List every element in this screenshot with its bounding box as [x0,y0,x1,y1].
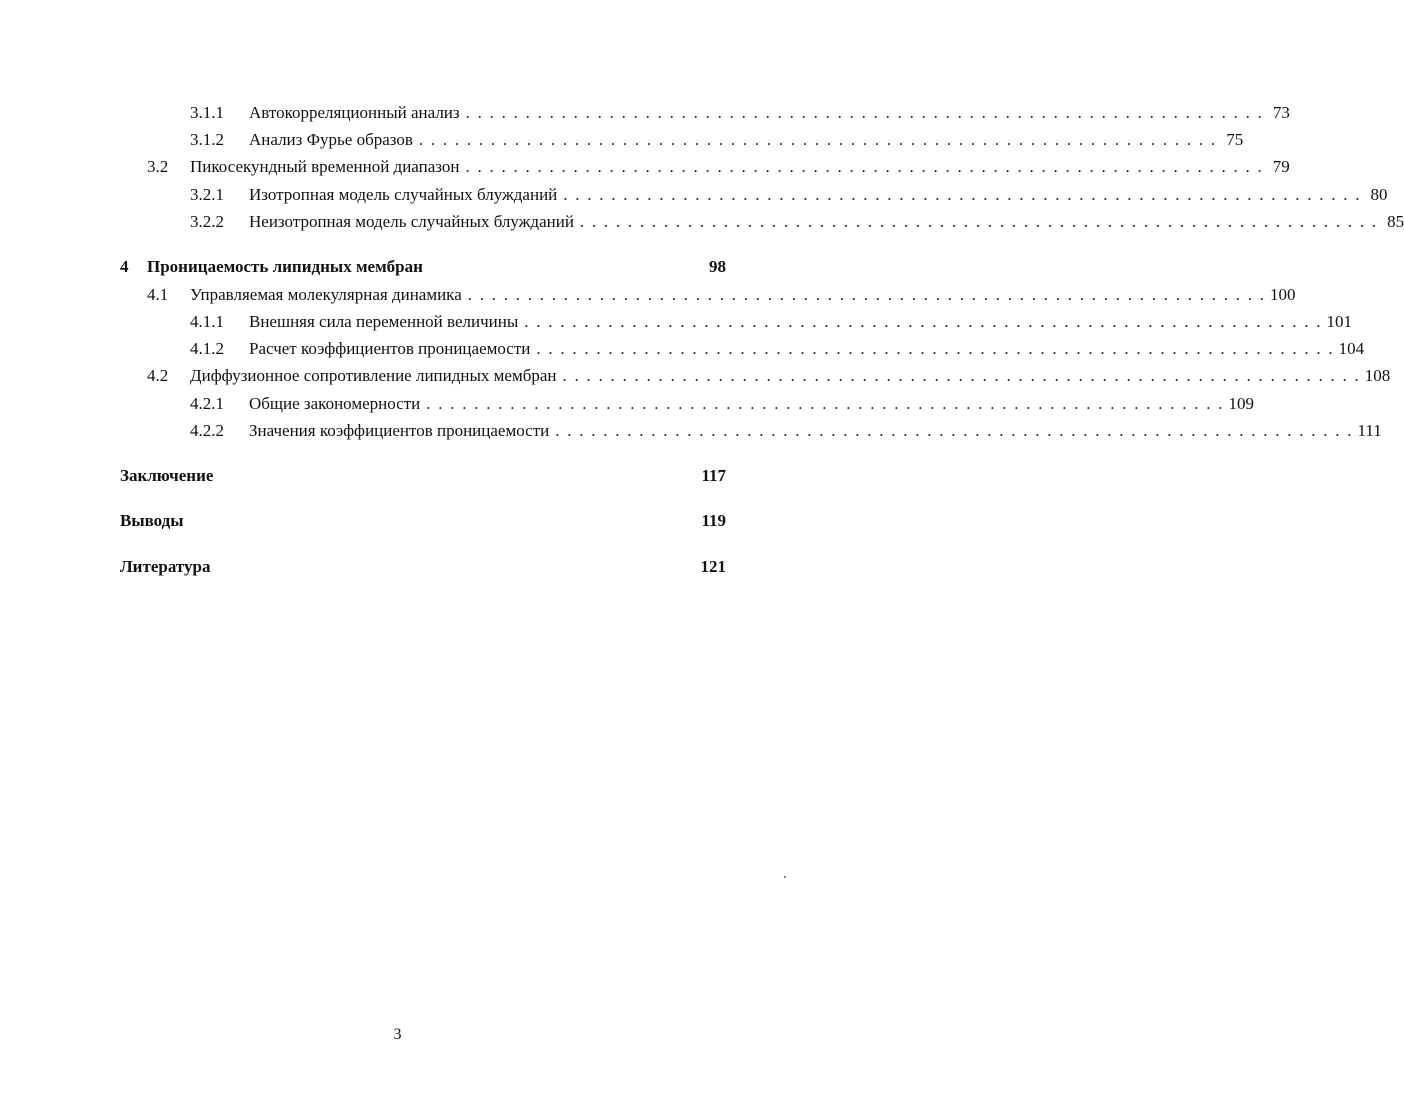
toc-entry-number: 4.2.2 [190,421,224,440]
dot-leader [419,129,1215,151]
toc-entry-title: Анализ Фурье образов [249,130,413,149]
toc-entry-title: Выводы [120,511,184,530]
toc-entry-title: Общие закономерности [249,394,421,413]
dot-leader [466,102,1262,124]
toc-entry-number: 4.2.1 [190,394,224,413]
toc-entry-title: Значения коэффициентов проницаемости [249,421,550,440]
dot-leader [555,420,1351,442]
toc-entry-page: 121 [700,557,726,576]
toc-entry-4-2-2 [190,420,1382,442]
toc-conclusion [120,465,726,487]
toc-entry-title: Литература [120,557,211,576]
toc-entry-4-1 [147,284,1296,306]
toc-entry-page: 119 [701,511,726,530]
toc-entry-4-1-2 [190,338,1365,360]
dot-leader [468,284,1264,306]
toc-entry-3-2-2 [190,211,1404,233]
toc-entry-page: 75 [1226,130,1244,149]
toc-chapter-4 [120,256,726,278]
scan-speck [784,876,786,878]
page-number: 3 [393,1026,402,1043]
toc-entry-3-2 [147,156,1290,178]
toc-entry-number: 4.1 [147,285,169,304]
toc-references [120,556,726,578]
toc-entry-number: 3.1.2 [190,130,224,149]
toc-entry-number: 4 [120,257,129,276]
toc-entry-page: 73 [1272,103,1290,122]
toc-entry-page: 85 [1387,212,1404,231]
toc-entry-number: 4.2 [147,366,169,385]
toc-entry-title: Управляемая молекулярная динамика [190,285,462,304]
dot-leader [465,156,1261,178]
dot-leader [524,311,1320,333]
toc-entry-title: Пикосекундный временной диапазон [190,157,460,176]
toc-entry-3-1-1 [190,102,1290,124]
toc-entry-title: Неизотропная модель случайных блужданий [249,212,574,231]
toc-entry-title: Автокорреляционный анализ [249,103,460,122]
toc-entry-title: Диффузионное сопротивление липидных мембран [190,366,557,385]
toc-entry-number: 3.1.1 [190,103,224,122]
toc-entry-title: Проницаемость липидных мембран [147,257,423,276]
dot-leader [580,211,1376,233]
toc-entry-page: 80 [1370,185,1388,204]
toc-entry-3-2-1 [190,184,1388,206]
toc-entry-number: 4.1.2 [190,339,224,358]
toc-entry-page: 108 [1364,366,1391,385]
dot-leader [563,184,1359,206]
toc-entry-page: 109 [1228,394,1254,413]
dot-leader [536,338,1332,360]
toc-entry-title: Внешняя сила переменной величины [249,312,519,331]
toc-entry-page: 111 [1357,421,1382,440]
toc-entry-4-2 [147,365,1391,387]
toc-entry-page: 104 [1338,339,1365,358]
toc-entry-title: Изотропная модель случайных блужданий [249,185,558,204]
toc-entry-number: 4.1.1 [190,312,224,331]
toc-entry-page: 117 [701,466,726,485]
toc-findings [120,510,726,532]
dot-leader [426,393,1222,415]
dot-leader [563,365,1359,387]
toc-entry-page: 100 [1269,285,1296,304]
toc-entry-number: 3.2.1 [190,185,224,204]
toc-entry-title: Заключение [120,466,214,485]
toc-entry-4-2-1 [190,393,1254,415]
toc-entry-page: 101 [1326,312,1352,331]
toc-entry-number: 3.2.2 [190,212,224,231]
toc-entry-page: 98 [709,257,726,276]
toc-entry-title: Расчет коэффициентов проницаемости [249,339,531,358]
toc-entry-page: 79 [1272,157,1290,176]
toc-entry-3-1-2 [190,129,1244,151]
toc-entry-number: 3.2 [147,157,169,176]
toc-entry-4-1-1 [190,311,1352,333]
